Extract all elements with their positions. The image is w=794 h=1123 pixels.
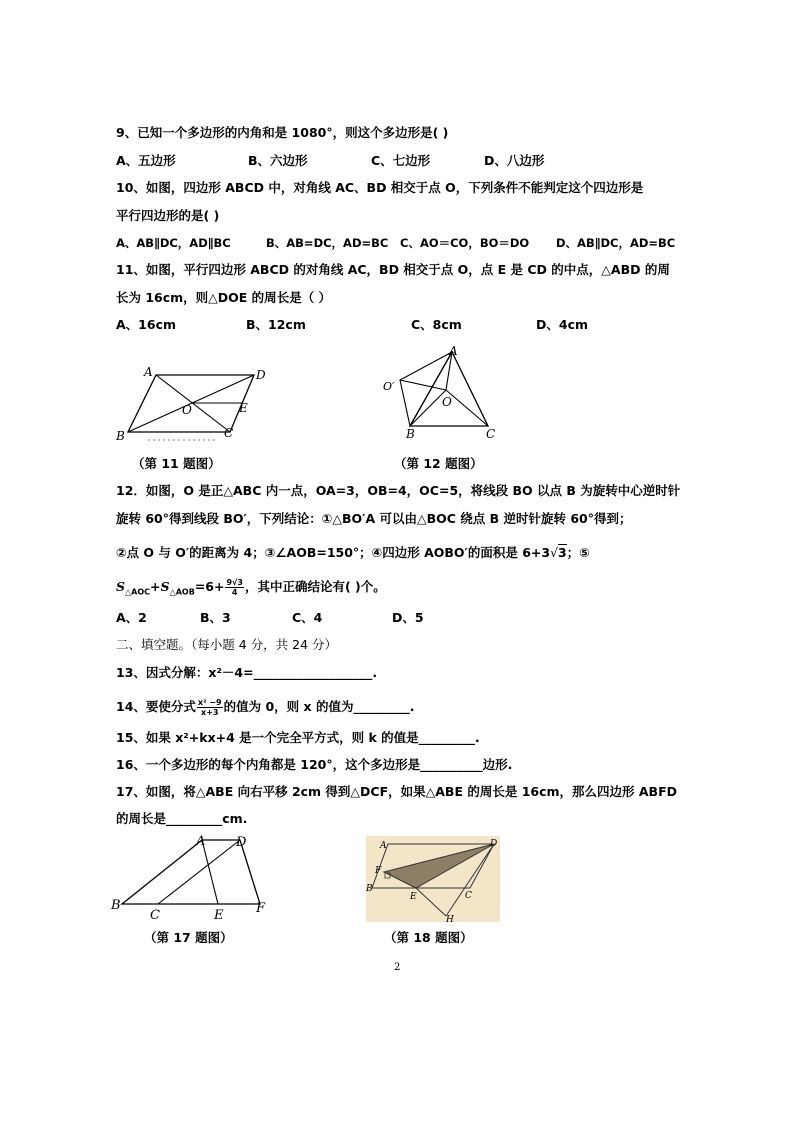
page-number: 2 [394,962,401,973]
fig18-label-d: D [490,839,498,849]
q16-text: 16、一个多边形的每个内角都是 120°，这个多边形是__________边形. [116,757,513,772]
fig12-label-o-prime: O′ [383,380,395,393]
q17-line1: 17、如图，将△ABE 向右平移 2cm 得到△DCF，如果△ABE 的周长是 16cm，那么四边形 ABFD [116,784,677,799]
q12-option-a: A、2 [116,610,147,625]
figure-11-parallelogram [108,360,278,446]
fig17-label-c: C [150,908,160,922]
figure-18-parallelogram [366,836,500,922]
fig11-label-d: D [256,368,266,382]
fig17-label-a: A [196,834,206,849]
fig18-label-c: C [465,891,472,901]
q12-fraction-den: 4 [231,588,238,597]
segment-oc [446,390,488,426]
segment-ae [202,840,218,904]
fig11-label-e: E [239,401,248,415]
q12-line2: 旋转 60°得到线段 BO′，下列结论：①△BO′A 可以由△BOC 绕点 B 逆时针旋转 60°得到； [116,511,632,526]
q14-line [116,694,414,720]
fig12-label-b: B [406,427,415,441]
q14-fraction-den: x+3 [201,708,219,717]
q14-prefix: 14、要使分式 [116,699,196,714]
q11-stem-line2: 长为 16cm，则△DOE 的周长是（ ） [116,290,332,305]
fig12-label-c: C [486,427,496,441]
q12-plus: + [150,579,161,594]
q12-eq: =6+ [194,579,225,594]
fig18-label-e: E [410,892,417,902]
fig17-label-f: F [256,901,266,916]
q9-option-b: B、六边形 [248,153,308,168]
fig18-label-f: F [375,866,382,876]
figure-17-caption: （第 17 题图） [144,930,233,945]
q12-line3-tail: ；⑤ [566,545,590,560]
fig18-label-a: A [380,841,387,851]
fig11-label-a: A [144,365,153,379]
q9-option-a: A、五边形 [116,153,176,168]
q12-tail: ，其中正确结论有( )个。 [244,579,386,594]
fig11-label-b: B [116,429,125,443]
q14-suffix: 的值为 0，则 x 的值为_________. [223,699,415,714]
triangle-abo-prime [400,352,452,426]
q12-option-d: D、5 [392,610,424,625]
q12-option-b: B、3 [200,610,231,625]
q11-option-a: A、16cm [116,317,177,332]
fig11-label-c: C [224,426,234,440]
q12-line1: 12．如图，O 是正△ABC 内一点，OA=3，OB=4，OC=5，将线段 BO 以点 B 为旋转中心逆时针 [116,483,681,498]
q14-fraction-num: x² −9 [197,698,222,707]
q13-text: 13、因式分解：x²－4=___________________. [116,665,378,680]
q11-option-d: D、4cm [536,317,589,332]
q11-stem-line1: 11、如图，平行四边形 ABCD 的对角线 AC，BD 相交于点 O，点 E 是 CD 的中点，△ABD 的周 [116,262,670,277]
q17-line2: 的周长是_________cm. [116,811,248,826]
figure-17-translation [110,832,275,922]
fig18-label-b: B [366,884,373,894]
q15-text: 15、如果 x²+kx+4 是一个完全平方式，则 k 的值是_________. [116,730,480,745]
fig12-label-o: O [442,395,452,409]
q10-option-a: A、AB∥DC，AD∥BC [116,236,231,250]
section-2-title: 二、填空题。（每小题 4 分，共 24 分） [116,637,338,652]
figure-11-caption: （第 11 题图） [132,456,221,471]
q12-line4 [116,575,386,605]
figure-12-triangle [380,342,505,444]
q11-option-b: B、12cm [246,317,306,332]
q12-fraction-num: 9√3 [226,578,243,587]
q12-option-c: C、4 [292,610,323,625]
q9-option-c: C、七边形 [371,153,431,168]
q12-line3-text: ②点 O 与 O′的距离为 4；③∠AOB=150°；④四边形 AOBO′的面积是 6+3 [116,545,551,560]
q9-option-d: D、八边形 [484,153,545,168]
q10-stem-line2: 平行四边形的是( ) [116,208,220,223]
q12-sub1: △AOC [125,587,151,597]
q12-line3-sqrt-value: 3 [558,545,567,560]
figure-12-caption: （第 12 题图） [394,456,483,471]
q14-fraction [197,698,223,717]
q12-sub2: △AOB [169,587,195,597]
q10-option-d: D、AB∥DC，AD=BC [556,236,676,250]
fig11-label-o: O [182,403,192,417]
q12-line3: ②点 O 与 O′的距离为 4；③∠AOB=150°；④四边形 AOBO′的面积是 6+3√3；⑤ [116,545,590,560]
q12-s1: S [116,579,126,594]
q11-option-c: C、8cm [411,317,462,332]
q10-option-b: B、AB=DC，AD=BC [266,236,389,250]
q9-stem: 9、已知一个多边形的内角和是 1080°，则这个多边形是( ) [116,125,449,140]
q12-fraction [225,578,243,597]
segment-oo-prime [400,380,446,390]
fig17-label-d: D [236,835,247,850]
fig18-label-h: H [446,915,454,922]
q10-option-c: C、AO＝CO，BO＝DO [400,236,530,250]
fig12-label-a: A [449,344,458,358]
q12-s2: S [160,579,170,594]
fig17-label-e: E [214,908,224,922]
q10-stem-line1: 10、如图，四边形 ABCD 中，对角线 AC、BD 相交于点 O，下列条件不能判定这个四边形是 [116,180,644,195]
figure-18-caption: （第 18 题图） [384,930,473,945]
fig17-label-b: B [111,898,121,913]
segment-dc [158,840,240,904]
